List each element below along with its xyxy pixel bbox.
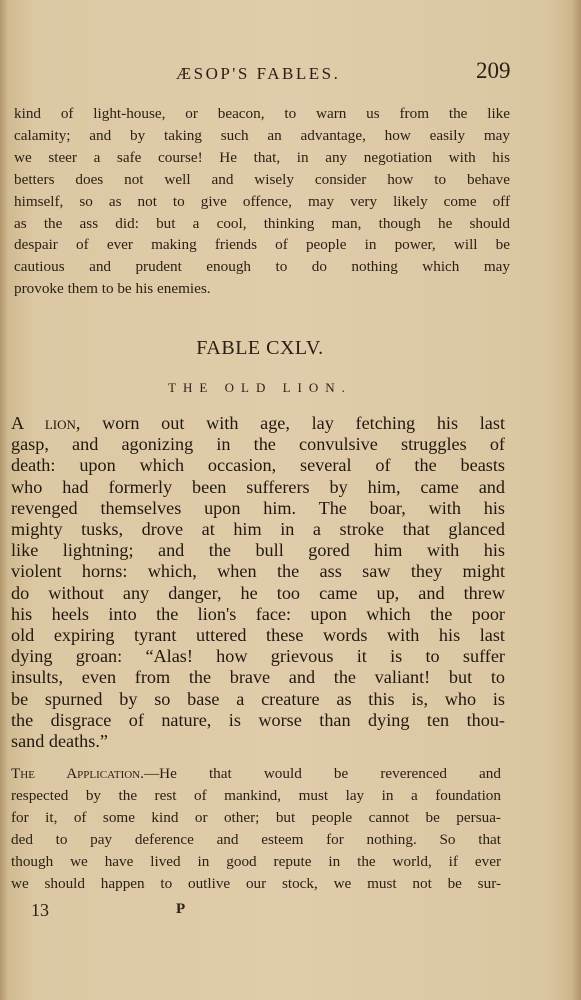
text-line: old expiring tyrant uttered these words with his last xyxy=(11,625,505,646)
text-line: provoke them to be his enemies. xyxy=(14,280,211,298)
text-line: —He that would be reverenced and xyxy=(143,765,501,782)
text-line: despair of ever making friends of people in power, will be xyxy=(14,236,510,254)
text-line: do without any danger, he too came up, and threw xyxy=(11,582,505,603)
application-paragraph xyxy=(11,763,501,894)
text-line: his heels into the lion's face: upon which the poor xyxy=(11,603,505,624)
text-line: respected by the rest of mankind, must lay in a foundation xyxy=(11,786,501,804)
signature-number: 13 xyxy=(31,900,49,920)
text-line: dying groan: “Alas! how grievous it is to suffer xyxy=(11,646,505,667)
fable-body xyxy=(11,413,505,752)
text-line: violent horns: which, when the ass saw they might xyxy=(11,561,505,582)
text-line: be spurned by so base a creature as this is, who is xyxy=(11,688,505,709)
text-line: sand deaths.” xyxy=(11,731,108,752)
signature-letter: P xyxy=(176,901,186,917)
continuation-paragraph xyxy=(14,103,510,300)
text-line: as the ass did: but a cool, thinking man, though he should xyxy=(14,214,510,232)
text-line: ded to pay deference and esteem for nothing. So that xyxy=(11,830,501,848)
fable-title: THE OLD LION. xyxy=(168,380,352,395)
text-line: worn out with age, lay fetching his last xyxy=(80,413,505,433)
text-line: betters does not well and wisely consider how to behave xyxy=(14,170,510,188)
text-line: for it, of some kind or other; but people cannot be persua- xyxy=(11,808,501,826)
running-title: ÆSOP'S FABLES. xyxy=(176,64,341,83)
text-line: calamity; and by taking such an advantage, how easily may xyxy=(14,126,510,144)
text-line: kind of light-house, or beacon, to warn us from the like xyxy=(14,105,510,122)
page-number: 209 xyxy=(476,58,511,83)
text-line: death: upon which occasion, several of the beasts xyxy=(11,455,505,476)
running-head xyxy=(0,58,581,88)
text-line: gasp, and agonizing in the convulsive struggles of xyxy=(11,434,505,455)
text-line: like lightning; and the bull gored him with his xyxy=(11,540,505,561)
page-gutter-shadow xyxy=(0,0,8,1000)
text-line: insults, even from the brave and the valiant! but to xyxy=(11,667,505,688)
page-footer xyxy=(0,900,581,926)
fable-number-heading: FABLE CXLV. xyxy=(196,337,324,359)
text-line: who had formerly been sufferers by him, came and xyxy=(11,476,505,497)
application-heading: The Application. xyxy=(11,765,144,782)
text-line: cautious and prudent enough to do nothing which may xyxy=(14,258,510,276)
text-line: though we have lived in good repute in the world, if ever xyxy=(11,852,501,870)
fable-opening-word: A lion, xyxy=(11,413,81,433)
text-line: himself, so as not to give offence, may very likely come off xyxy=(14,192,510,210)
fable-first-line xyxy=(11,413,505,434)
text-line: the disgrace of nature, is worse than dying ten thou- xyxy=(11,709,505,730)
text-line: we should happen to outlive our stock, we must not be sur- xyxy=(11,874,501,892)
text-line: mighty tusks, drove at him in a stroke that glanced xyxy=(11,519,505,540)
text-line: revenged themselves upon him. The boar, with his xyxy=(11,497,505,518)
text-line: we steer a safe course! He that, in any negotiation with his xyxy=(14,148,510,166)
page-edge-shadow xyxy=(571,0,581,1000)
application-first-line xyxy=(11,763,501,785)
